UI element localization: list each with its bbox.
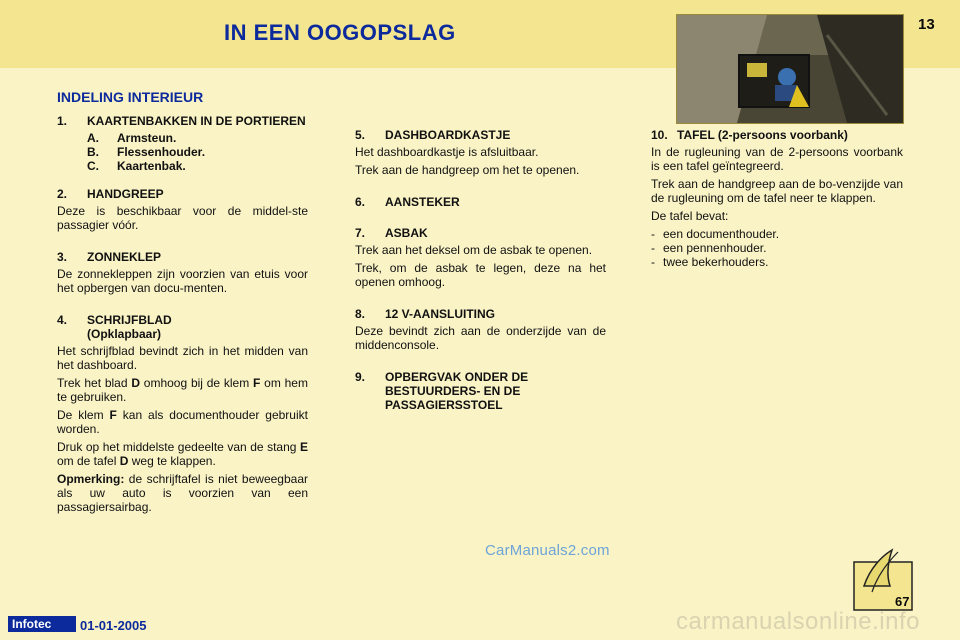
column-middle <box>355 128 606 415</box>
item-title: TAFEL (2-persoons voorbank) <box>677 128 848 142</box>
key-letter: F <box>109 408 117 422</box>
sub-text: Kaartenbak. <box>117 159 186 173</box>
item-title: 12 V-AANSLUITING <box>385 307 496 321</box>
item-title: DASHBOARDKASTJE <box>385 128 511 142</box>
key-letter: D <box>119 454 129 468</box>
item-text: Deze is beschikbaar voor de middel-ste passagier vóór. <box>57 204 308 232</box>
item-title: KAARTENBAKKEN IN DE PORTIEREN <box>87 114 306 128</box>
list-item-text: twee bekerhouders. <box>663 255 769 269</box>
list-item: - een pennenhouder. <box>651 241 767 255</box>
item-heading <box>57 313 308 327</box>
infotec-logo: Infotec <box>8 616 76 632</box>
item-title: ZONNEKLEP <box>87 250 162 264</box>
item-heading <box>355 226 606 240</box>
key-letter: E <box>299 440 308 454</box>
column-right <box>651 128 903 269</box>
interior-photo <box>676 14 904 124</box>
site-watermark: carmanualsonline.info <box>676 608 920 635</box>
item-heading <box>651 128 903 142</box>
note-label: Opmerking: <box>57 472 125 486</box>
sub-item <box>87 159 308 173</box>
item-number: 1. <box>57 114 68 128</box>
page-number: 67 <box>895 594 910 609</box>
item-text: De zonnekleppen zijn voorzien van etuis voor het opbergen van docu-menten. <box>57 267 308 295</box>
item-text: Trek, om de asbak te legen, deze na het openen omhoog. <box>355 261 606 289</box>
item-title: ASBAK <box>385 226 428 240</box>
interior-photo-image <box>677 15 903 123</box>
item-text: De klem F kan als documenthouder gebruikt worden. <box>57 408 308 436</box>
list-item-text: een documenthouder. <box>663 227 780 241</box>
chapter-number: 13 <box>918 16 935 33</box>
item-heading <box>57 114 308 128</box>
item-text: Het schrijfblad bevindt zich in het midden van het dashboard. <box>57 344 308 372</box>
section-title: INDELING INTERIEUR <box>57 89 204 105</box>
sub-list <box>87 131 308 173</box>
page-title: IN EEN OOGOPSLAG <box>224 20 456 45</box>
item-heading <box>355 128 606 142</box>
sub-text: Flessenhouder. <box>117 145 206 159</box>
item-heading <box>355 195 606 209</box>
item-text: Trek aan de handgreep om het te openen. <box>355 163 580 177</box>
item-number: 3. <box>57 250 68 264</box>
item-heading <box>355 370 606 412</box>
item-number: 4. <box>57 313 68 327</box>
item-note: Opmerking: de schrijftafel is niet beweegbaar als uw auto is voorzien van een passagiersairbag. <box>57 472 308 514</box>
carmanuals-watermark: CarManuals2.com <box>485 542 610 559</box>
item-title: SCHRIJFBLAD <box>87 313 172 327</box>
item-number: 5. <box>355 128 366 142</box>
item-heading <box>355 307 606 321</box>
item-text: Trek aan de handgreep aan de bo-venzijde van de rugleuning om de tafel neer te klappen. <box>651 177 903 205</box>
item-text: Trek aan het deksel om de asbak te openen. <box>355 243 593 257</box>
item-heading <box>57 250 308 264</box>
sub-item <box>87 145 308 159</box>
sub-item <box>87 131 308 145</box>
item-number: 6. <box>355 195 366 209</box>
footer-date: 01-01-2005 <box>80 618 147 633</box>
item-title: OPBERGVAK ONDER DE BESTUURDERS- EN DE PASSAGIERSSTOEL <box>385 370 529 412</box>
key-letter: D <box>131 376 140 390</box>
item-number: 10. <box>651 128 668 142</box>
item-text: In de rugleuning van de 2-persoons voorbank is een tafel geïntegreerd. <box>651 145 903 173</box>
item-title: AANSTEKER <box>385 195 460 209</box>
item-text: Deze bevindt zich aan de onderzijde van de middenconsole. <box>355 324 606 352</box>
list-item: - twee bekerhouders. <box>651 255 769 269</box>
key-letter: F <box>253 376 261 390</box>
item-heading <box>57 187 308 201</box>
item-number: 8. <box>355 307 366 321</box>
item-text: De tafel bevat: <box>651 209 729 223</box>
sub-letter: A. <box>87 131 99 145</box>
item-text: Druk op het middelste gedeelte van de stang E om de tafel D weg te klappen. <box>57 440 308 468</box>
item-text: Het dashboardkastje is afsluitbaar. <box>355 145 539 159</box>
list-item-text: een pennenhouder. <box>663 241 767 255</box>
list-item: - een documenthouder. <box>651 227 780 241</box>
item-subtitle <box>57 327 308 341</box>
sub-text: Armsteun. <box>117 131 177 145</box>
sub-letter: C. <box>87 159 99 173</box>
item-number: 2. <box>57 187 68 201</box>
item-text: Trek het blad D omhoog bij de klem F om hem te gebruiken. <box>57 376 308 404</box>
column-left <box>57 114 308 518</box>
item-title: HANDGREEP <box>87 187 164 201</box>
item-number: 9. <box>355 370 366 384</box>
item-number: 7. <box>355 226 366 240</box>
item-subtitle-text: (Opklapbaar) <box>87 327 162 341</box>
sub-letter: B. <box>87 145 99 159</box>
